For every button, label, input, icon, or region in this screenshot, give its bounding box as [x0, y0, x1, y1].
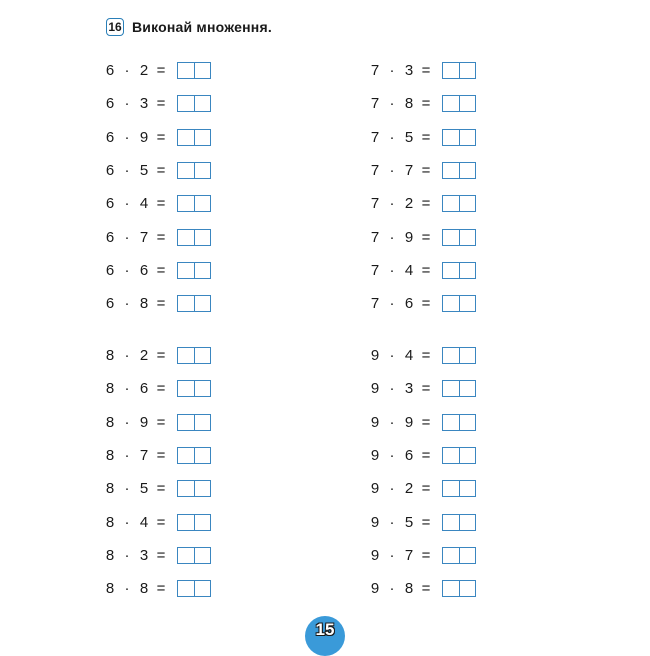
answer-tens-cell[interactable] — [178, 415, 194, 430]
problem-row — [104, 406, 304, 439]
answer-tens-cell[interactable] — [178, 515, 194, 530]
factor-b: 4 — [139, 513, 149, 531]
answer-box[interactable] — [177, 347, 211, 364]
factor-a: 7 — [370, 95, 380, 113]
problem-row — [369, 121, 569, 154]
factor-a: 7 — [370, 195, 380, 213]
answer-ones-cell[interactable] — [459, 548, 475, 563]
problem-row — [369, 572, 569, 605]
multiply-sign: · — [389, 546, 395, 564]
equals-sign: = — [156, 195, 166, 213]
multiply-sign: · — [389, 128, 395, 146]
factor-a: 8 — [105, 580, 115, 598]
equals-sign: = — [156, 295, 166, 313]
answer-tens-cell[interactable] — [178, 196, 194, 211]
problem-row — [369, 472, 569, 505]
answer-box[interactable] — [177, 414, 211, 431]
equals-sign: = — [421, 228, 431, 246]
equals-sign: = — [156, 228, 166, 246]
answer-ones-cell[interactable] — [194, 63, 210, 78]
factor-b: 6 — [404, 447, 414, 465]
answer-tens-cell[interactable] — [178, 548, 194, 563]
factor-a: 6 — [105, 295, 115, 313]
answer-box[interactable] — [442, 447, 476, 464]
answer-ones-cell[interactable] — [459, 348, 475, 363]
answer-box[interactable] — [177, 447, 211, 464]
equals-sign: = — [156, 513, 166, 531]
factor-b: 6 — [404, 295, 414, 313]
equals-sign: = — [421, 513, 431, 531]
factor-a: 9 — [370, 447, 380, 465]
answer-ones-cell[interactable] — [194, 448, 210, 463]
answer-box[interactable] — [442, 480, 476, 497]
multiply-sign: · — [389, 347, 395, 365]
problem-row — [369, 87, 569, 120]
factor-b: 8 — [404, 95, 414, 113]
answer-tens-cell[interactable] — [443, 63, 459, 78]
factor-b: 5 — [139, 480, 149, 498]
answer-box[interactable] — [177, 95, 211, 112]
answer-box[interactable] — [442, 162, 476, 179]
factor-a: 6 — [105, 62, 115, 80]
factor-b: 5 — [139, 162, 149, 180]
answer-box[interactable] — [442, 547, 476, 564]
answer-box[interactable] — [177, 229, 211, 246]
equals-sign: = — [421, 261, 431, 279]
answer-box[interactable] — [177, 580, 211, 597]
factor-a: 8 — [105, 347, 115, 365]
answer-tens-cell[interactable] — [443, 230, 459, 245]
problem-row — [104, 472, 304, 505]
answer-tens-cell[interactable] — [178, 296, 194, 311]
answer-box[interactable] — [442, 62, 476, 79]
task-header — [106, 18, 272, 36]
multiply-sign: · — [389, 513, 395, 531]
problem-row — [369, 154, 569, 187]
multiply-sign: · — [124, 413, 130, 431]
answer-ones-cell[interactable] — [194, 230, 210, 245]
equals-sign: = — [421, 580, 431, 598]
problem-row — [104, 220, 304, 253]
factor-b: 7 — [404, 162, 414, 180]
equals-sign: = — [156, 413, 166, 431]
answer-tens-cell[interactable] — [178, 130, 194, 145]
factor-b: 3 — [139, 95, 149, 113]
answer-tens-cell[interactable] — [443, 481, 459, 496]
problem-row — [369, 54, 569, 87]
factor-b: 2 — [139, 62, 149, 80]
answer-ones-cell[interactable] — [194, 381, 210, 396]
answer-box[interactable] — [442, 95, 476, 112]
answer-box[interactable] — [177, 195, 211, 212]
answer-tens-cell[interactable] — [178, 163, 194, 178]
problem-row — [369, 372, 569, 405]
multiply-sign: · — [124, 380, 130, 398]
answer-tens-cell[interactable] — [443, 515, 459, 530]
factor-b: 9 — [139, 128, 149, 146]
problem-column-7 — [369, 54, 569, 320]
equals-sign: = — [156, 546, 166, 564]
factor-a: 9 — [370, 580, 380, 598]
answer-tens-cell[interactable] — [443, 96, 459, 111]
multiply-sign: · — [389, 95, 395, 113]
answer-tens-cell[interactable] — [443, 448, 459, 463]
multiply-sign: · — [124, 295, 130, 313]
answer-box[interactable] — [442, 229, 476, 246]
answer-tens-cell[interactable] — [443, 263, 459, 278]
factor-b: 4 — [404, 347, 414, 365]
answer-ones-cell[interactable] — [194, 296, 210, 311]
answer-ones-cell[interactable] — [459, 415, 475, 430]
factor-b: 2 — [404, 480, 414, 498]
equals-sign: = — [421, 380, 431, 398]
factor-a: 9 — [370, 347, 380, 365]
multiply-sign: · — [389, 447, 395, 465]
answer-box[interactable] — [177, 295, 211, 312]
factor-a: 9 — [370, 380, 380, 398]
factor-a: 7 — [370, 62, 380, 80]
factor-b: 6 — [139, 261, 149, 279]
factor-a: 8 — [105, 546, 115, 564]
multiply-sign: · — [124, 513, 130, 531]
problem-row — [104, 254, 304, 287]
factor-a: 7 — [370, 295, 380, 313]
equals-sign: = — [421, 128, 431, 146]
equals-sign: = — [421, 413, 431, 431]
factor-a: 7 — [370, 128, 380, 146]
problem-row — [369, 505, 569, 538]
answer-tens-cell[interactable] — [443, 581, 459, 596]
problem-row — [369, 406, 569, 439]
answer-box[interactable] — [442, 295, 476, 312]
equals-sign: = — [421, 295, 431, 313]
factor-a: 6 — [105, 228, 115, 246]
answer-box[interactable] — [177, 262, 211, 279]
multiply-sign: · — [389, 580, 395, 598]
factor-b: 8 — [404, 580, 414, 598]
answer-tens-cell[interactable] — [178, 348, 194, 363]
equals-sign: = — [156, 380, 166, 398]
multiply-sign: · — [389, 162, 395, 180]
factor-a: 7 — [370, 261, 380, 279]
factor-b: 2 — [404, 195, 414, 213]
factor-b: 5 — [404, 128, 414, 146]
answer-ones-cell[interactable] — [459, 196, 475, 211]
answer-box[interactable] — [442, 380, 476, 397]
problem-row — [104, 187, 304, 220]
answer-ones-cell[interactable] — [194, 130, 210, 145]
problem-row — [369, 220, 569, 253]
problem-row — [369, 254, 569, 287]
answer-ones-cell[interactable] — [459, 296, 475, 311]
equals-sign: = — [156, 62, 166, 80]
answer-ones-cell[interactable] — [459, 381, 475, 396]
answer-tens-cell[interactable] — [178, 63, 194, 78]
problem-row — [369, 539, 569, 572]
answer-ones-cell[interactable] — [194, 481, 210, 496]
factor-a: 8 — [105, 447, 115, 465]
factor-a: 8 — [105, 513, 115, 531]
equals-sign: = — [156, 580, 166, 598]
task-number-badge: 16 — [106, 18, 124, 36]
answer-ones-cell[interactable] — [459, 515, 475, 530]
equals-sign: = — [421, 447, 431, 465]
factor-b: 2 — [139, 347, 149, 365]
problem-column-9 — [369, 339, 569, 605]
multiply-sign: · — [389, 228, 395, 246]
factor-a: 6 — [105, 162, 115, 180]
factor-b: 9 — [139, 413, 149, 431]
answer-tens-cell[interactable] — [443, 381, 459, 396]
answer-ones-cell[interactable] — [194, 163, 210, 178]
problem-row — [104, 154, 304, 187]
answer-ones-cell[interactable] — [194, 415, 210, 430]
factor-b: 9 — [404, 228, 414, 246]
multiply-sign: · — [389, 261, 395, 279]
page-number-badge: 15 — [305, 616, 345, 656]
factor-b: 4 — [139, 195, 149, 213]
answer-ones-cell[interactable] — [459, 163, 475, 178]
factor-b: 3 — [139, 546, 149, 564]
problem-row — [369, 187, 569, 220]
factor-b: 3 — [404, 380, 414, 398]
answer-ones-cell[interactable] — [459, 96, 475, 111]
factor-b: 8 — [139, 580, 149, 598]
answer-ones-cell[interactable] — [194, 581, 210, 596]
answer-ones-cell[interactable] — [459, 130, 475, 145]
equals-sign: = — [156, 128, 166, 146]
answer-box[interactable] — [442, 347, 476, 364]
multiply-sign: · — [124, 128, 130, 146]
answer-box[interactable] — [177, 514, 211, 531]
answer-tens-cell[interactable] — [443, 415, 459, 430]
factor-a: 7 — [370, 162, 380, 180]
answer-tens-cell[interactable] — [443, 196, 459, 211]
answer-ones-cell[interactable] — [459, 481, 475, 496]
multiply-sign: · — [124, 480, 130, 498]
multiply-sign: · — [389, 195, 395, 213]
multiply-sign: · — [389, 295, 395, 313]
factor-b: 9 — [404, 413, 414, 431]
multiply-sign: · — [124, 162, 130, 180]
answer-tens-cell[interactable] — [443, 296, 459, 311]
answer-ones-cell[interactable] — [194, 515, 210, 530]
multiply-sign: · — [124, 195, 130, 213]
factor-b: 6 — [139, 380, 149, 398]
answer-ones-cell[interactable] — [459, 263, 475, 278]
problem-row — [104, 339, 304, 372]
problem-row — [104, 121, 304, 154]
answer-box[interactable] — [442, 262, 476, 279]
multiply-sign: · — [124, 447, 130, 465]
equals-sign: = — [156, 95, 166, 113]
answer-tens-cell[interactable] — [443, 163, 459, 178]
problem-column-6 — [104, 54, 304, 320]
factor-a: 6 — [105, 128, 115, 146]
answer-ones-cell[interactable] — [194, 263, 210, 278]
answer-box[interactable] — [442, 580, 476, 597]
problem-row — [369, 339, 569, 372]
multiply-sign: · — [124, 228, 130, 246]
answer-box[interactable] — [177, 62, 211, 79]
answer-ones-cell[interactable] — [459, 448, 475, 463]
multiply-sign: · — [389, 62, 395, 80]
answer-tens-cell[interactable] — [178, 381, 194, 396]
factor-b: 4 — [404, 261, 414, 279]
multiply-sign: · — [124, 62, 130, 80]
equals-sign: = — [421, 480, 431, 498]
answer-ones-cell[interactable] — [194, 548, 210, 563]
answer-tens-cell[interactable] — [443, 130, 459, 145]
problem-row — [104, 87, 304, 120]
problem-row — [104, 372, 304, 405]
factor-a: 6 — [105, 261, 115, 279]
factor-a: 8 — [105, 480, 115, 498]
factor-b: 7 — [139, 228, 149, 246]
equals-sign: = — [156, 162, 166, 180]
multiply-sign: · — [389, 380, 395, 398]
answer-tens-cell[interactable] — [178, 581, 194, 596]
factor-a: 8 — [105, 380, 115, 398]
equals-sign: = — [421, 162, 431, 180]
answer-box[interactable] — [442, 414, 476, 431]
answer-tens-cell[interactable] — [178, 263, 194, 278]
answer-box[interactable] — [177, 380, 211, 397]
equals-sign: = — [156, 261, 166, 279]
problem-row — [104, 287, 304, 320]
problem-row — [104, 539, 304, 572]
answer-box[interactable] — [442, 195, 476, 212]
answer-tens-cell[interactable] — [178, 481, 194, 496]
factor-b: 3 — [404, 62, 414, 80]
factor-a: 8 — [105, 413, 115, 431]
multiply-sign: · — [389, 480, 395, 498]
answer-ones-cell[interactable] — [459, 581, 475, 596]
answer-ones-cell[interactable] — [194, 96, 210, 111]
answer-box[interactable] — [442, 514, 476, 531]
problem-column-8 — [104, 339, 304, 605]
factor-b: 8 — [139, 295, 149, 313]
factor-a: 9 — [370, 513, 380, 531]
problem-row — [369, 287, 569, 320]
problem-row — [104, 572, 304, 605]
equals-sign: = — [421, 546, 431, 564]
multiply-sign: · — [124, 347, 130, 365]
answer-box[interactable] — [177, 547, 211, 564]
answer-tens-cell[interactable] — [443, 348, 459, 363]
answer-tens-cell[interactable] — [178, 230, 194, 245]
multiply-sign: · — [124, 95, 130, 113]
answer-tens-cell[interactable] — [178, 448, 194, 463]
problem-row — [104, 54, 304, 87]
multiply-sign: · — [389, 413, 395, 431]
task-title: Виконай множення. — [132, 19, 272, 35]
equals-sign: = — [421, 347, 431, 365]
factor-a: 9 — [370, 480, 380, 498]
problem-row — [104, 439, 304, 472]
factor-b: 7 — [139, 447, 149, 465]
factor-a: 6 — [105, 95, 115, 113]
equals-sign: = — [421, 195, 431, 213]
multiply-sign: · — [124, 580, 130, 598]
multiply-sign: · — [124, 261, 130, 279]
answer-tens-cell[interactable] — [443, 548, 459, 563]
answer-tens-cell[interactable] — [178, 96, 194, 111]
equals-sign: = — [421, 62, 431, 80]
equals-sign: = — [156, 447, 166, 465]
answer-ones-cell[interactable] — [459, 230, 475, 245]
factor-a: 9 — [370, 413, 380, 431]
multiply-sign: · — [124, 546, 130, 564]
factor-a: 7 — [370, 228, 380, 246]
answer-box[interactable] — [177, 480, 211, 497]
answer-ones-cell[interactable] — [194, 196, 210, 211]
problem-row — [104, 505, 304, 538]
factor-a: 6 — [105, 195, 115, 213]
equals-sign: = — [156, 347, 166, 365]
equals-sign: = — [156, 480, 166, 498]
factor-a: 9 — [370, 546, 380, 564]
problem-row — [369, 439, 569, 472]
equals-sign: = — [421, 95, 431, 113]
answer-box[interactable] — [442, 129, 476, 146]
factor-b: 7 — [404, 546, 414, 564]
factor-b: 5 — [404, 513, 414, 531]
answer-box[interactable] — [177, 129, 211, 146]
answer-box[interactable] — [177, 162, 211, 179]
answer-ones-cell[interactable] — [194, 348, 210, 363]
answer-ones-cell[interactable] — [459, 63, 475, 78]
